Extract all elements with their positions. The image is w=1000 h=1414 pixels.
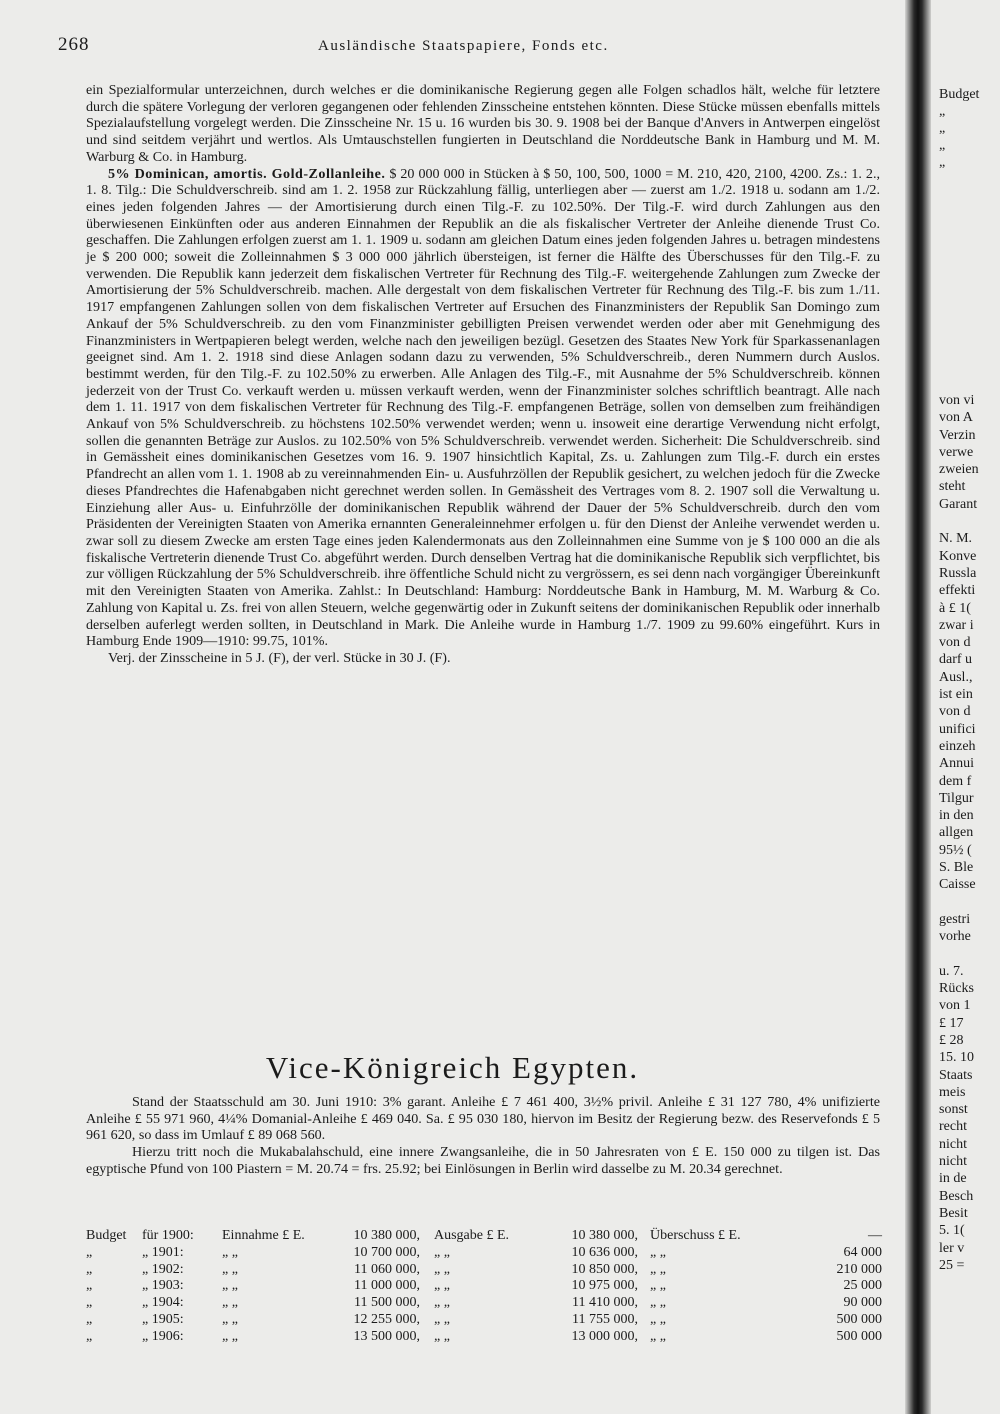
budget-table [86, 1228, 882, 1346]
right-page-line: meis [939, 1084, 966, 1100]
budget-einnahme: 12 255 000, [353, 1311, 420, 1327]
right-page-line: Konve [939, 548, 977, 564]
budget-ausgabe: 11 410 000, [572, 1295, 638, 1311]
budget-einnahme-label: „ „ [222, 1278, 238, 1294]
budget-einnahme-label: „ „ [222, 1328, 238, 1344]
right-page-line: £ 28 [939, 1032, 964, 1048]
right-page-line: u. 7. [939, 963, 964, 979]
right-page-fragment [931, 0, 1000, 1414]
budget-year: „ 1903: [142, 1278, 184, 1294]
budget-ausgabe: 10 850 000, [571, 1261, 638, 1277]
right-page-line: von vi [939, 393, 975, 408]
budget-label: „ [86, 1261, 93, 1277]
budget-ueberschuss-label: „ „ [650, 1295, 666, 1311]
right-page-line: von d [939, 704, 971, 720]
right-page-mid-lines [939, 392, 979, 1274]
budget-ausgabe-label: Ausgabe £ E. [434, 1228, 510, 1243]
right-page-line: N. M. [939, 531, 973, 547]
budget-row [86, 1278, 882, 1295]
right-page-line: 95½ ( [939, 842, 972, 858]
right-page-line: in de [939, 1171, 967, 1187]
right-page-line: 25 = [939, 1257, 965, 1273]
budget-ueberschuss-label: „ „ [650, 1328, 666, 1344]
budget-label: „ [86, 1311, 93, 1327]
budget-ueberschuss: — [868, 1228, 882, 1243]
paragraph-intro: ein Spezialformular unterzeichnen, durch welches er die dominikanische Regierung gegen alle Folgen schadlos hält, welche für letztere durch die spätere Vorlegung der verloren gegangenen oder fehlenden Zinsscheine entstehen könnten. Diese Stücke müssen ebenfalls mittels Spezialaufstellung vorgelegt werden. Die Zinsscheine Nr. 15 u. 16 wurden bis 30. 9. 1908 bei der Banque d'Anvers in Antwerpen eingelöst und sind seitdem verjährt und wertlos. Als Umtauschstellen fungierten in Deutschland die Norddeutsche Bank in Hamburg und M. M. Warburg & Co. in Hamburg. [86, 82, 880, 165]
budget-einnahme-label: „ „ [222, 1295, 238, 1311]
right-page-line: Tilgur [939, 790, 974, 806]
budget-year: für 1900: [142, 1228, 194, 1243]
right-page-line: „ [939, 138, 946, 153]
budget-einnahme-label: „ „ [222, 1244, 238, 1260]
right-page-line: von d [939, 635, 971, 651]
budget-ueberschuss-label: „ „ [650, 1261, 666, 1277]
budget-row [86, 1262, 882, 1279]
right-page-line: ist ein [939, 687, 973, 703]
budget-ausgabe-label: „ „ [434, 1295, 450, 1311]
budget-ueberschuss: 25 000 [843, 1278, 882, 1294]
budget-year: „ 1901: [142, 1244, 184, 1260]
right-page-line: Besch [939, 1188, 974, 1204]
right-page-line: dem f [939, 773, 972, 789]
budget-label: „ [86, 1328, 93, 1344]
budget-einnahme: 11 060 000, [354, 1261, 420, 1277]
loan-heading: 5% Dominican, amortis. Gold-Zollanleihe. [108, 165, 386, 182]
paragraph-loan [86, 166, 880, 650]
right-page-line: zweien [939, 462, 979, 478]
paragraph-staatsschuld: Stand der Staatsschuld am 30. Juni 1910: 3% garant. Anleihe £ 7 461 400, 3½% privil. Anleihe £ 31 127 780, 4% unifizierte Anleihe £ 55 971 960, 4¼% Domanial-Anleihe £ 469 040. Sa. £ 95 030 180, hiervon im Besitz der Regierung bezw. des Reservefonds £ 5 961 620, so dass im Umlauf £ 89 068 560. [86, 1094, 880, 1144]
budget-row [86, 1295, 882, 1312]
budget-year: „ 1906: [142, 1328, 184, 1344]
right-page-line: recht [939, 1119, 967, 1135]
budget-row [86, 1329, 882, 1346]
budget-einnahme: 13 500 000, [353, 1328, 420, 1344]
right-page-line [939, 894, 979, 911]
right-page-line: Staats [939, 1067, 973, 1083]
right-page-line: von 1 [939, 998, 971, 1014]
running-title: Ausländische Staatspapiere, Fonds etc. [318, 38, 609, 54]
right-page-line [939, 946, 979, 963]
budget-ueberschuss: 90 000 [843, 1295, 882, 1311]
right-page-line: 5. 1( [939, 1223, 965, 1239]
right-page-line: nicht [939, 1136, 967, 1152]
right-page-top-lines [939, 86, 979, 171]
right-page-line: Garant [939, 496, 978, 512]
right-page-line: einzeh [939, 738, 976, 754]
egypt-text-block [86, 1094, 880, 1178]
right-page-line: Russla [939, 565, 977, 581]
page-number: 268 [58, 34, 90, 55]
paragraph-verjaehrung: Verj. der Zinsscheine in 5 J. (F), der verl. Stücke in 30 J. (F). [108, 649, 451, 666]
right-page-line: Caisse [939, 877, 976, 893]
budget-einnahme: 10 380 000, [353, 1228, 420, 1243]
budget-ausgabe-label: „ „ [434, 1278, 450, 1294]
budget-einnahme-label: „ „ [222, 1311, 238, 1327]
budget-ausgabe-label: „ „ [434, 1311, 450, 1327]
loan-description: $ 20 000 000 in Stücken à $ 50, 100, 500, 1000 = M. 210, 420, 2100, 4200. Zs.: 1. 2., 1. 8. Tilg.: Die Schuldverschreib. sind am 1. 2. 1958 zur Rückzahlung fällig, unterliegen aber — zuerst am 1./2. 1918 u. sodann am 1./2. eines jeden folgenden Jahres — der Amortisierung durch einen Tilg.-F. zu 102.50%. Der Tilg.-F. wird durch Zahlungen aus den überwiesenen Einkünften oder aus anderen Einnahmen der Republik an die als fiskalischer Vertreter der Anleihe dienende Trust Co. geschaffen. Die Zahlungen erfolgen zuerst am 1. 1. 1909 u. sodann am gleichen Datum eines jeden folgenden Jahres u. betragen mindestens je $ 200 000; soweit die Zolleinnahmen $ 3 000 000 jährlich übersteigen, ist ferner die Hälfte des Überschusses für den Tilg.-F. zu verwenden. Die Republik kann jederzeit dem fiskalischen Vertreter für Rechnung des Tilg.-F. weitergehende Zahlungen zum Zwecke der Amortisierung der 5% Schuldverschreib. machen. Alle dergestalt von dem fiskalischen Vertreter für Rechnung des Tilg.-F. bis zum 1./11. 1917 empfangenen Zahlungen sollen von dem fiskalischen Vertreter auf Ersuchen des Finanzministers der Republik San Domingo zum Ankauf der 5% Schuldverschreib. zu den vom Finanzminister gebilligten Preisen verwendet werden oder aber mit Genehmigung des Finanzministers in Wertpapieren belegt werden, welche nach den jeweiligen bezügl. Gesetzen des Staates New York für Sparkassenanlagen geeignet sind. Am 1. 2. 1918 sind diese Anlagen sodann dazu zu verwenden, 5% Schuldverschreib., deren Nummern durch Auslos. bestimmt werden, für den Tilg.-F. zu 102.50% zu erwerben. Alle Anlagen des Tilg.-F., mit Ausnahme der 5% Schuldverschreib. können jederzeit von der Trust Co. verkauft werden u. müssen verkauft werden, wenn der Finanzminister solches schriftlich beantragt. Alle nach dem 1. 11. 1917 von dem fiskalischen Vertreter für Rechnung des Tilg.-F. empfangenen Beträge, sollen von demselben zum freihändigen Ankauf von 5% Schuldverschreib. zu höchstens 102.50% verwendet werden; wenn u. insoweit eine derartige Verwendung nicht erfolgt, sollen die genannten Beträge zur Auslos. zu 102.50% von 5% Schuldverschreib. verwendet werden. Sicherheit: Die Schuldverschreib. sind in Gemässheit eines dominikanischen Gesetzes vom 16. 9. 1907 hinsichtlich Kapital, Zs. u. Zahlungen zum Tilg.-F. durch ein erstes Pfandrecht an allen vom 1. 1. 1908 ab zu vereinnahmenden Ein- u. Ausfuhrzöllen der Republik gesichert, zu welchen jedoch für die Zwecke dieses Pfandrechtes die Hafenabgaben nicht gerechnet werden sollen. In Gemässheit des Vertrages vom 8. 2. 1907 soll die Verwaltung u. Einziehung aller Aus- u. Einfuhrzölle der dominikanischen Republik während der Dauer der 5% Schuldverschreib. durch den vom Präsidenten der Vereinigten Staaten von Amerika ernannten Generaleinnehmer erfolgen u. für den Dienst der Anleihe verwendet werden u. zwar soll zu diesem Zwecke am ersten Tage eines jeden Kalendermonats aus den Zolleinnahmen eine Summe von je $ 100 000 an die als fiskalische Vertreterin dienende Trust Co. abgeführt werden. Durch denselben Vertrag hat die dominikanische Republik sich verpflichtet, bis zur völligen Rückzahlung der 5% Schuldverschreib. ihre öffentliche Schuld nicht zu vergrössern, es sei denn nach vorgängiger Übereinkunft mit den Vereinigten Staaten von Amerika. Zahlst.: In Deutschland: Hamburg: Norddeutsche Bank in Hamburg, M. M. Warburg & Co. Zahlung von Kapital u. Zs. frei von allen Steuern, welche gegenwärtig oder in Zukunft seitens der dominikanischen Republik oder innerhalb derselben auferlegt werden sollten, in Deutschland in Mark. Die Anleihe wurde in Hamburg 1./7. 1909 zu 99.60% eingeführt. Kurs in Hamburg Ende 1909—1910: 99.75, 101%. [86, 165, 880, 650]
main-text-block [86, 82, 880, 667]
right-page-line: ler v [939, 1240, 965, 1256]
right-page-line: vorhe [939, 929, 971, 945]
right-page-line: von A [939, 410, 973, 426]
budget-ausgabe-label: „ „ [434, 1328, 450, 1344]
section-title-egypt: Vice-Königreich Egypten. [265, 1050, 640, 1085]
budget-year: „ 1905: [142, 1311, 184, 1327]
budget-label: „ [86, 1244, 93, 1260]
right-page-line: sonst [939, 1102, 968, 1118]
budget-ausgabe: 10 636 000, [571, 1244, 638, 1260]
right-page-line: Ausl., [939, 669, 973, 685]
budget-row [86, 1245, 882, 1262]
right-page-line: „ [939, 104, 946, 119]
right-page-line: S. Ble [939, 860, 974, 876]
right-page-line: Budget [939, 87, 980, 102]
right-page-line: darf u [939, 652, 973, 668]
right-page-line: effekti [939, 583, 976, 599]
budget-einnahme-label: „ „ [222, 1261, 238, 1277]
right-page-line: „ [939, 155, 946, 170]
budget-ueberschuss-label: „ „ [650, 1244, 666, 1260]
right-page-line: Rücks [939, 981, 974, 997]
right-page-line: in den [939, 808, 974, 824]
budget-year: „ 1902: [142, 1261, 184, 1277]
right-page-line: allgen [939, 825, 974, 841]
budget-ueberschuss-label: Überschuss £ E. [650, 1228, 741, 1243]
budget-ausgabe: 10 380 000, [571, 1228, 638, 1243]
budget-row [86, 1228, 882, 1245]
right-page-line: steht [939, 479, 966, 495]
right-page-line: zwar i [939, 617, 974, 633]
budget-label: „ [86, 1295, 93, 1311]
right-page-line: nicht [939, 1154, 967, 1170]
budget-row [86, 1312, 882, 1329]
budget-year: „ 1904: [142, 1295, 184, 1311]
budget-ueberschuss: 210 000 [836, 1261, 882, 1277]
right-page-line: 15. 10 [939, 1050, 974, 1066]
right-page-line: unifici [939, 721, 976, 737]
right-page-line: verwe [939, 444, 974, 460]
right-page-line: „ [939, 121, 946, 136]
right-page-line: à £ 1( [939, 600, 971, 616]
paragraph-mukabalah: Hierzu tritt noch die Mukabalahschuld, eine innere Zwangsanleihe, die in 50 Jahresraten von £ E. 150 000 zu tilgen ist. Das egyptische Pfund von 100 Piastern = M. 20.74 = frs. 25.92; bei Einlösungen in Berlin wird dasselbe zu M. 20.34 gerechnet. [86, 1144, 880, 1177]
right-page-line: Verzin [939, 427, 976, 443]
budget-ausgabe: 10 975 000, [571, 1278, 638, 1294]
budget-einnahme: 10 700 000, [353, 1244, 420, 1260]
right-page-line: Besit [939, 1205, 968, 1221]
budget-ueberschuss-label: „ „ [650, 1311, 666, 1327]
book-gutter [905, 0, 931, 1414]
budget-ausgabe: 11 755 000, [572, 1311, 638, 1327]
budget-ueberschuss: 500 000 [836, 1311, 882, 1327]
right-page-line: £ 17 [939, 1015, 964, 1031]
budget-ausgabe-label: „ „ [434, 1261, 450, 1277]
budget-ueberschuss: 64 000 [843, 1244, 882, 1260]
budget-ueberschuss-label: „ „ [650, 1278, 666, 1294]
budget-einnahme: 11 000 000, [354, 1278, 420, 1294]
budget-einnahme-label: Einnahme £ E. [222, 1228, 305, 1243]
budget-label: Budget [86, 1228, 127, 1243]
budget-label: „ [86, 1278, 93, 1294]
right-page-line [939, 513, 979, 530]
right-page-line: gestri [939, 911, 971, 927]
budget-ueberschuss: 500 000 [836, 1328, 882, 1344]
budget-einnahme: 11 500 000, [354, 1295, 420, 1311]
budget-ausgabe: 13 000 000, [571, 1328, 638, 1344]
budget-ausgabe-label: „ „ [434, 1244, 450, 1260]
right-page-line: Annui [939, 756, 974, 772]
